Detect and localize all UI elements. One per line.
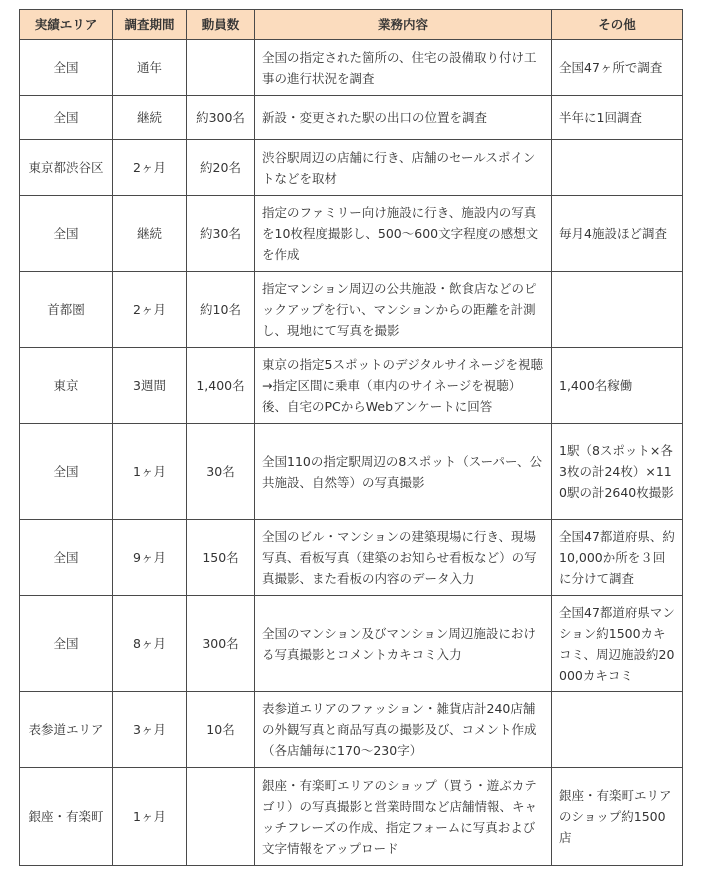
table-row (20, 424, 683, 520)
cell-area: 全国 (20, 520, 113, 596)
cell-content: 東京の指定5スポットのデジタルサイネージを視聴→指定区間に乗車（車内のサイネージを視聴）後、自宅のPCからWebアンケートに回答 (255, 348, 552, 424)
cell-area: 銀座・有楽町 (20, 768, 113, 866)
cell-area: 首都圏 (20, 272, 113, 348)
cell-period: 3ヶ月 (113, 692, 187, 768)
cell-content: 全国のマンション及びマンション周辺施設における写真撮影とコメントカキコミ入力 (255, 596, 552, 692)
cell-other: 全国47都道府県マンション約1500カキコミ、周辺施設約20000カキコミ (552, 596, 683, 692)
cell-other (552, 140, 683, 196)
cell-area: 東京 (20, 348, 113, 424)
cell-period: 3週間 (113, 348, 187, 424)
cell-other: 全国47ヶ所で調査 (552, 40, 683, 96)
cell-other: 1,400名稼働 (552, 348, 683, 424)
table-row (20, 768, 683, 866)
cell-period: 通年 (113, 40, 187, 96)
cell-staff: 約20名 (187, 140, 255, 196)
table-row (20, 196, 683, 272)
cell-content: 全国の指定された箇所の、住宅の設備取り付け工事の進行状況を調査 (255, 40, 552, 96)
cell-area: 全国 (20, 196, 113, 272)
cell-period: 1ヶ月 (113, 768, 187, 866)
cell-period: 9ヶ月 (113, 520, 187, 596)
table-row (20, 692, 683, 768)
cell-period: 継続 (113, 96, 187, 140)
cell-period: 2ヶ月 (113, 272, 187, 348)
table-row (20, 272, 683, 348)
table-row (20, 520, 683, 596)
cell-staff: 1,400名 (187, 348, 255, 424)
cell-other: 銀座・有楽町エリアのショップ約1500店 (552, 768, 683, 866)
cell-content: 全国110の指定駅周辺の8スポット（スーパー、公共施設、自然等）の写真撮影 (255, 424, 552, 520)
header-period: 調査期間 (113, 10, 187, 40)
cell-other (552, 272, 683, 348)
cell-period: 8ヶ月 (113, 596, 187, 692)
header-content: 業務内容 (255, 10, 552, 40)
cell-content: 新設・変更された駅の出口の位置を調査 (255, 96, 552, 140)
cell-staff: 10名 (187, 692, 255, 768)
cell-area: 全国 (20, 96, 113, 140)
cell-content: 銀座・有楽町エリアのショップ（買う・遊ぶカテゴリ）の写真撮影と営業時間など店舗情報、キャッチフレーズの作成、指定フォームに写真および文字情報をアップロード (255, 768, 552, 866)
cell-period: 1ヶ月 (113, 424, 187, 520)
cell-content: 表参道エリアのファッション・雑貨店計240店舗の外観写真と商品写真の撮影及び、コメント作成（各店舗毎に170～230字） (255, 692, 552, 768)
results-table-container (19, 9, 683, 866)
cell-other: 半年に1回調査 (552, 96, 683, 140)
cell-staff (187, 40, 255, 96)
cell-staff: 約10名 (187, 272, 255, 348)
cell-area: 東京都渋谷区 (20, 140, 113, 196)
table-row (20, 40, 683, 96)
cell-area: 全国 (20, 424, 113, 520)
cell-staff: 約30名 (187, 196, 255, 272)
cell-staff: 約300名 (187, 96, 255, 140)
cell-period: 2ヶ月 (113, 140, 187, 196)
results-table (19, 9, 683, 866)
cell-staff: 30名 (187, 424, 255, 520)
table-row (20, 596, 683, 692)
cell-area: 全国 (20, 40, 113, 96)
cell-other: 1駅（8スポット×各3枚の計24枚）×110駅の計2640枚撮影 (552, 424, 683, 520)
table-header-row (20, 10, 683, 40)
header-area: 実績エリア (20, 10, 113, 40)
cell-area: 全国 (20, 596, 113, 692)
table-row (20, 348, 683, 424)
header-other: その他 (552, 10, 683, 40)
cell-other: 全国47都道府県、約10,000か所を３回に分けて調査 (552, 520, 683, 596)
cell-content: 渋谷駅周辺の店舗に行き、店舗のセールスポイントなどを取材 (255, 140, 552, 196)
cell-other (552, 692, 683, 768)
cell-content: 指定のファミリー向け施設に行き、施設内の写真を10枚程度撮影し、500～600文字程度の感想文を作成 (255, 196, 552, 272)
cell-other: 毎月4施設ほど調査 (552, 196, 683, 272)
cell-content: 全国のビル・マンションの建築現場に行き、現場写真、看板写真（建築のお知らせ看板など）の写真撮影、また看板の内容のデータ入力 (255, 520, 552, 596)
table-row (20, 96, 683, 140)
header-staff: 動員数 (187, 10, 255, 40)
table-row (20, 140, 683, 196)
cell-area: 表参道エリア (20, 692, 113, 768)
cell-staff (187, 768, 255, 866)
cell-staff: 300名 (187, 596, 255, 692)
cell-content: 指定マンション周辺の公共施設・飲食店などのピックアップを行い、マンションからの距離を計測し、現地にて写真を撮影 (255, 272, 552, 348)
cell-period: 継続 (113, 196, 187, 272)
cell-staff: 150名 (187, 520, 255, 596)
